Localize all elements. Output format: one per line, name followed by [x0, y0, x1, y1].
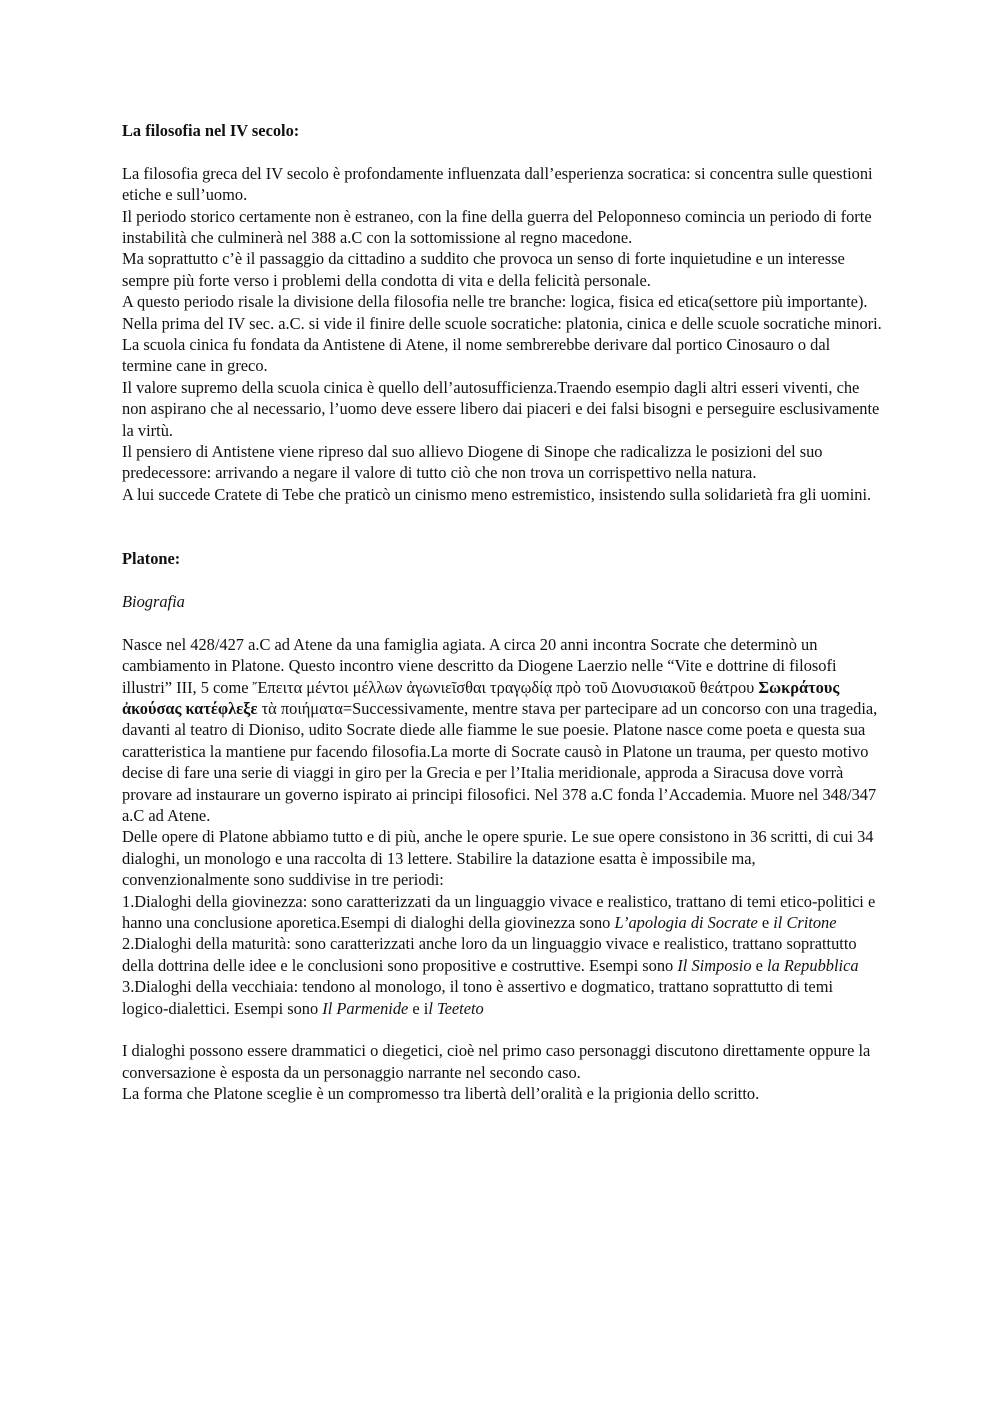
section-subtitle-biografia: Biografia [122, 591, 185, 611]
spacer [122, 505, 882, 548]
bio-rest: =Successivamente, mentre stava per partecipare ad un concorso con una tragedia, davanti al teatro di Dioniso, udito Socrate diede alle fiamme le sue poesie. Platone nasce come poeta e questa sua caratteristica la mantiene pur facendo filosofia.La morte di Socrate causò in Platone un trauma, per questo motivo decise di fare una serie di viaggi in giro per la Grecia e per l’Italia meridionale, approda a Siracusa dove vorrà provare ad instaurare un governo ispirato ai principi filosofici. Nel 378 a.C fonda l’Accademia. Muore nel 348/347 a.C ad Atene. [122, 698, 878, 825]
paragraph: Il periodo storico certamente non è estraneo, con la fine della guerra del Peloponneso comincia un periodo di forte instabilità che culminerà nel 388 a.C con la sottomissione al regno macedone. [122, 206, 872, 248]
period-item [122, 976, 882, 1019]
paragraph: I dialoghi possono essere drammatici o diegetici, cioè nel primo caso personaggi discutono direttamente oppure la conversazione è esposta da un personaggio narrante nel secondo caso. [122, 1041, 871, 1082]
spacer [122, 570, 882, 591]
paragraph: Il valore supremo della scuola cinica è quello dell’autosufficienza.Traendo esempio dagli altri esseri viventi, che non aspirano che al necessario, l’uomo deve essere libero dai piaceri e dei falsi bisogni e perseguire esclusivamente la virtù. [122, 377, 880, 440]
greek-quote-bold: Σωκράτους ἀκούσας κατέφλεξε [122, 677, 840, 718]
period-text: 2.Dialoghi della maturità: sono caratterizzati anche loro da un linguaggio vivace e realistico, trattano soprattutto della dottrina delle idee e le conclusioni sono propositive e costruttive. Esempi sono [122, 934, 857, 975]
bio-intro: Nasce nel 428/427 a.C ad Atene da una famiglia agiata. A circa 20 anni incontra Socrate che determinò un cambiamento in Platone. Questo incontro viene descritto da Diogene Laerzio nelle “Vite e dottrine di filosofi illustri” III, 5 come [122, 634, 837, 697]
section-title-platone: Platone: [122, 549, 181, 569]
work-title: la Repubblica [767, 955, 859, 975]
paragraph: A lui succede Cratete di Tebe che praticò un cinismo meno estremistico, insistendo sulla solidarietà fra gli uomini. [122, 484, 872, 504]
greek-quote-end: τὰ ποιήματα [257, 698, 343, 718]
spacer [122, 612, 882, 633]
paragraph: Il pensiero di Antistene viene ripreso dal suo allievo Diogene di Sinope che radicalizza le posizioni del suo predecessore: arrivando a negare il valore di tutto ciò che non trova un corrispettivo nella natura. [122, 442, 823, 483]
period-item [122, 933, 882, 976]
document-page [122, 120, 882, 1105]
work-title: Il Simposio [677, 955, 752, 975]
spacer [122, 141, 882, 162]
paragraph: Ma soprattutto c’è il passaggio da cittadino a suddito che provoca un senso di forte inquietudine e un interesse sempre più forte verso i problemi della condotta di vita e della felicità personale. [122, 249, 845, 290]
work-title: il Critone [773, 912, 837, 932]
work-title: Il Parmenide [322, 998, 409, 1018]
joiner: e [757, 912, 774, 932]
work-title: l Teeteto [428, 998, 484, 1018]
section-title-iv-secolo: La filosofia nel IV secolo: [122, 121, 300, 140]
period-item [122, 891, 882, 934]
biography-paragraph [122, 634, 882, 827]
period-text: 3.Dialoghi della vecchiaia: tendono al monologo, il tono è assertivo e dogmatico, trattano soprattutto di temi logico-dialettici. Esempi sono [122, 977, 833, 1018]
works-paragraph: Delle opere di Platone abbiamo tutto e di più, anche le opere spurie. Le sue opere consistono in 36 scritti, di cui 34 dialoghi, un monologo e una raccolta di 13 lettere. Stabilire la datazione esatta è impossibile ma, convenzionalmente sono suddivise in tre periodi: [122, 827, 874, 890]
paragraph: La forma che Platone sceglie è un compromesso tra libertà dell’oralità e la prigionia dello scritto. [122, 1084, 760, 1104]
paragraph: La scuola cinica fu fondata da Antistene di Atene, il nome sembrerebbe derivare dal portico Cinosauro o dal termine cane in greco. [122, 335, 831, 376]
paragraph: Nella prima del IV sec. a.C. si vide il finire delle scuole socratiche: platonia, cinica e delle scuole socratiche minori. [122, 313, 882, 333]
joiner: e [751, 955, 768, 975]
greek-quote: Ἔπειτα μέντοι μέλλων ἀγωνιεῖσθαι τραγῳδίᾳ πρὸ τοῦ Διονυσιακοῦ θεάτρου [252, 677, 759, 697]
paragraph: La filosofia greca del IV secolo è profondamente influenzata dall’esperienza socratica: si concentra sulle questioni etiche e sull’uomo. [122, 163, 873, 205]
joiner: e i [408, 998, 429, 1018]
work-title: L’apologia di Socrate [614, 912, 758, 932]
spacer [122, 1019, 882, 1040]
period-text: 1.Dialoghi della giovinezza: sono caratterizzati da un linguaggio vivace e realistico, trattano di temi etico-politici e hanno una conclusione aporetica.Esempi di dialoghi della giovinezza sono [122, 891, 876, 932]
paragraph: A questo periodo risale la divisione della filosofia nelle tre branche: logica, fisica ed etica(settore più importante). [122, 292, 868, 312]
